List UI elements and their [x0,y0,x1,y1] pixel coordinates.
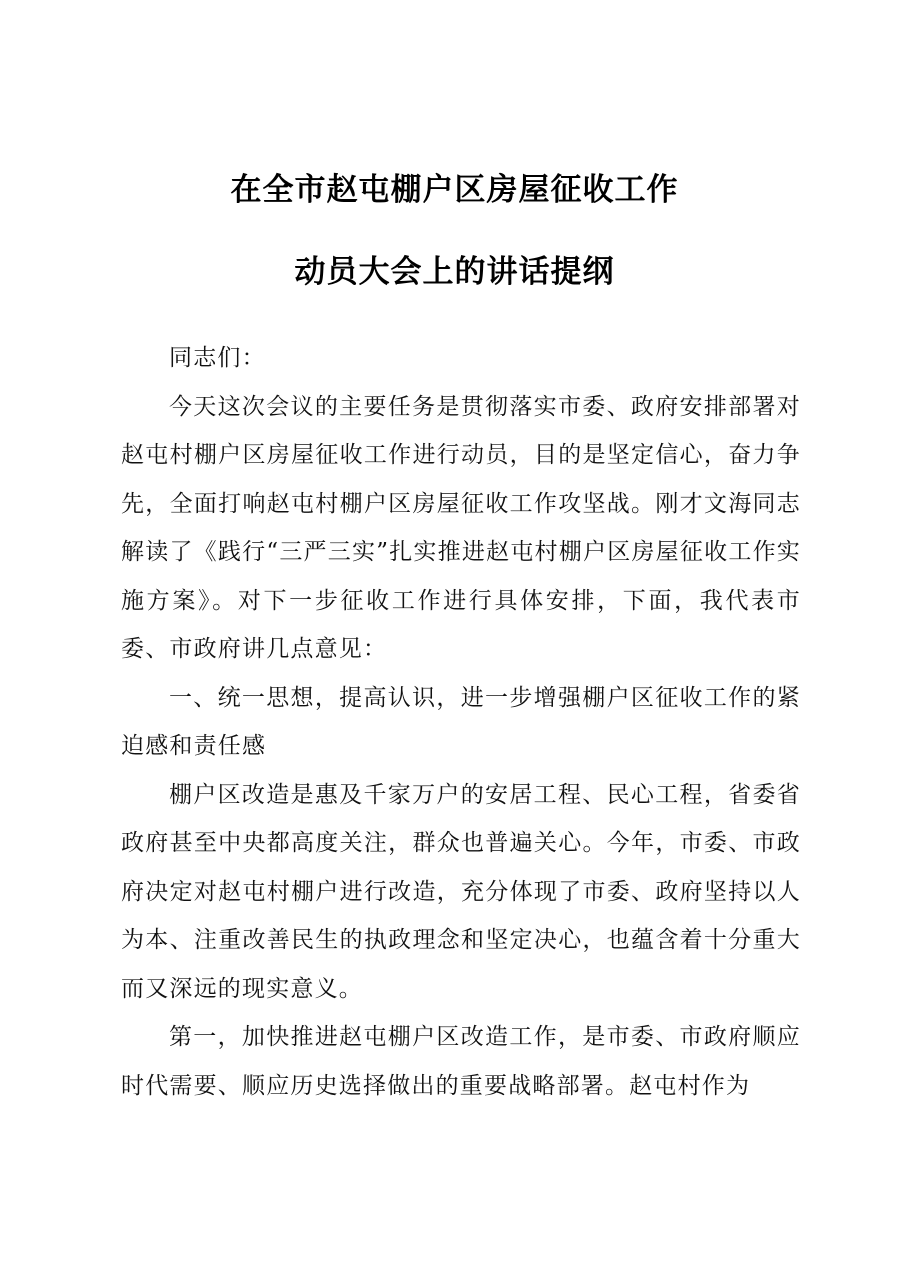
paragraph-first-point: 第一，加快推进赵屯棚户区改造工作，是市委、市政府顺应时代需要、顺应历史选择做出的重要战略部署。赵屯村作为 [121,1024,801,1099]
document-title-line-2: 动员大会上的讲话提纲 [294,254,615,290]
paragraph-intro: 今天这次会议的主要任务是贯彻落实市委、政府安排部署对赵屯村棚户区房屋征收工作进行动员，目的是坚定信心，奋力争先，全面打响赵屯村棚户区房屋征收工作攻坚战。刚才文海同志解读了《践行“三严三实”扎实推进赵屯村棚户区房屋征收工作实施方案》。对下一步征收工作进行具体安排，下面，我代表市委、市政府讲几点意见： [121,393,801,662]
paragraph-section-1: 棚户区改造是惠及千家万户的安居工程、民心工程，省委省政府甚至中央都高度关注，群众也普遍关心。今年，市委、市政府决定对赵屯村棚户进行改造，充分体现了市委、政府坚持以人为本、注重改善民生的执政理念和坚定决心，也蕴含着十分重大而又深远的现实意义。 [121,781,801,1002]
document-title-line-1: 在全市赵屯棚户区房屋征收工作 [230,172,679,208]
document-body [121,334,801,1110]
section-heading-1: 一、统一思想，提高认识，进一步增强棚户区征收工作的紧迫感和责任感 [121,684,801,759]
salutation: 同志们： [169,345,266,371]
